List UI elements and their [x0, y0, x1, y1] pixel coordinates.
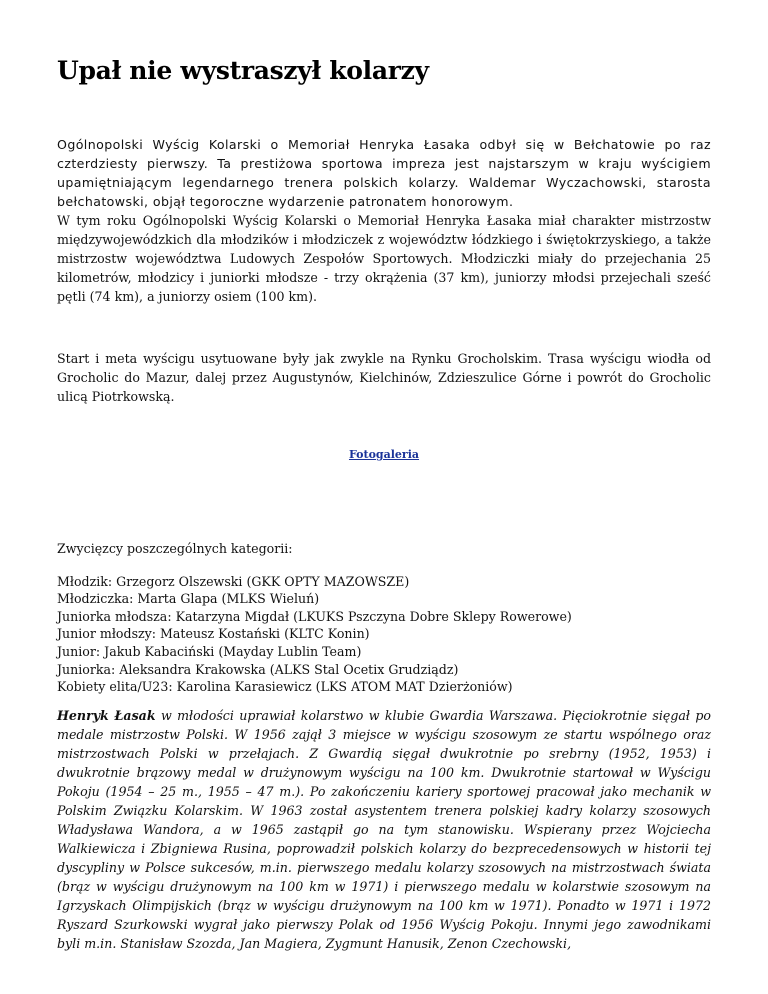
bio-name: Henryk Łasak [57, 708, 156, 723]
winner-item: Młodziczka: Marta Glapa (MLKS Wieluń) [57, 591, 320, 607]
winner-item: Młodzik: Grzegorz Olszewski (GKK OPTY MAZOWSZE) [57, 573, 410, 589]
winners-section [57, 540, 572, 696]
winner-item: Juniorka: Aleksandra Krakowska (ALKS Stal Ocetix Grudziądz) [57, 661, 459, 677]
route-paragraph: Start i meta wyścigu usytuowane były jak zwykle na Rynku Grocholskim. Trasa wyścigu wiodła od Grocholic do Mazur, dalej przez Augustynów, Kielchinów, Zdzieszulice Górne i powrót do Grocholic ulicą Piotrkowską. [57, 351, 711, 404]
details-paragraph: W tym roku Ogólnopolski Wyścig Kolarski o Memoriał Henryka Łasaka miał charakter mistrzostw międzywojewódzkich dla młodzików i młodziczek z województw łódzkiego i świętokrzyskiego, a także mistrzostw województwa Ludowych Zespołów Sportowych. Młodziczki miały do przejechania 25 kilometrów, młodzicy i juniorki młodsze - trzy okrążenia (37 km), juniorzy młodsi przejechali sześć pętli (74 km), a juniorzy osiem (100 km). [57, 213, 711, 304]
gallery-link[interactable]: Fotogaleria [348, 448, 420, 461]
winners-heading: Zwycięzcy poszczególnych kategorii: [57, 541, 293, 556]
winner-item: Junior: Jakub Kabaciński (Mayday Lublin Team) [57, 643, 362, 659]
article-title: Upał nie wystraszył kolarzy [57, 56, 429, 85]
winner-item: Kobiety elita/U23: Karolina Karasiewicz (LKS ATOM MAT Dzierżoniów) [57, 679, 513, 695]
winner-item: Juniorka młodsza: Katarzyna Migdał (LKUKS Pszczyna Dobre Sklepy Rowerowe) [57, 608, 572, 624]
bio-paragraph [57, 706, 711, 953]
winner-item: Junior młodszy: Mateusz Kostański (KLTC Konin) [57, 626, 370, 642]
bio-text: w młodości uprawiał kolarstwo w klubie Gwardia Warszawa. Pięciokrotnie sięgał po medale mistrzostw Polski. W 1956 zajął 3 miejsce w wyścigu szosowym ze startu wspólnego oraz mistrzostwach Polski w przełajach. Z Gwardią sięgał dwukrotnie po srebrny (1952, 1953) i dwukrotnie brązowy medal w drużynowym wyścigu na 100 km. Dwukrotnie startował w Wyścigu Pokoju (1954 – 25 m., 1955 – 47 m.). Po zakończeniu kariery sportowej pracował jako mechanik w Polskim Związku Kolarskim. W 1963 został asystentem trenera polskiej kadry kolarzy szosowych Władysława Wandora, a w 1965 zastąpił go na tym stanowisku. Wspierany przez Wojciecha Walkiewicza i Zbigniewa Rusina, poprowadził polskich kolarzy do bezprecedensowych w historii tej dyscypliny w Polsce sukcesów, m.in. pierwszego medalu kolarzy szosowych na mistrzostwach świata (brąz w wyścigu drużynowym na 100 km w 1971) i pierwszego medalu w kolarstwie szosowym na Igrzyskach Olimpijskich (brąz w wyścigu drużynowym na 100 km w 1971). Ponadto w 1971 i 1972 Ryszard Szurkowski wygrał jako pierwszy Polak od 1956 Wyścig Pokoju. Innymi jego zawodnikami byli m.in. Stanisław Szozda, Jan Magiera, Zygmunt Hanusik, Zenon Czechowski, [57, 708, 711, 951]
gallery-link-container [57, 448, 711, 461]
intro-paragraph: Ogólnopolski Wyścig Kolarski o Memoriał Henryka Łasaka odbył się w Bełchatowie po raz czterdziesty pierwszy. Ta prestiżowa sportowa impreza jest najstarszym w kraju wyścigiem upamiętniającym legendarnego trenera polskich kolarzy. Waldemar Wyczachowski, starosta bełchatowski, objął tegoroczne wydarzenie patronatem honorowym. [57, 137, 711, 209]
